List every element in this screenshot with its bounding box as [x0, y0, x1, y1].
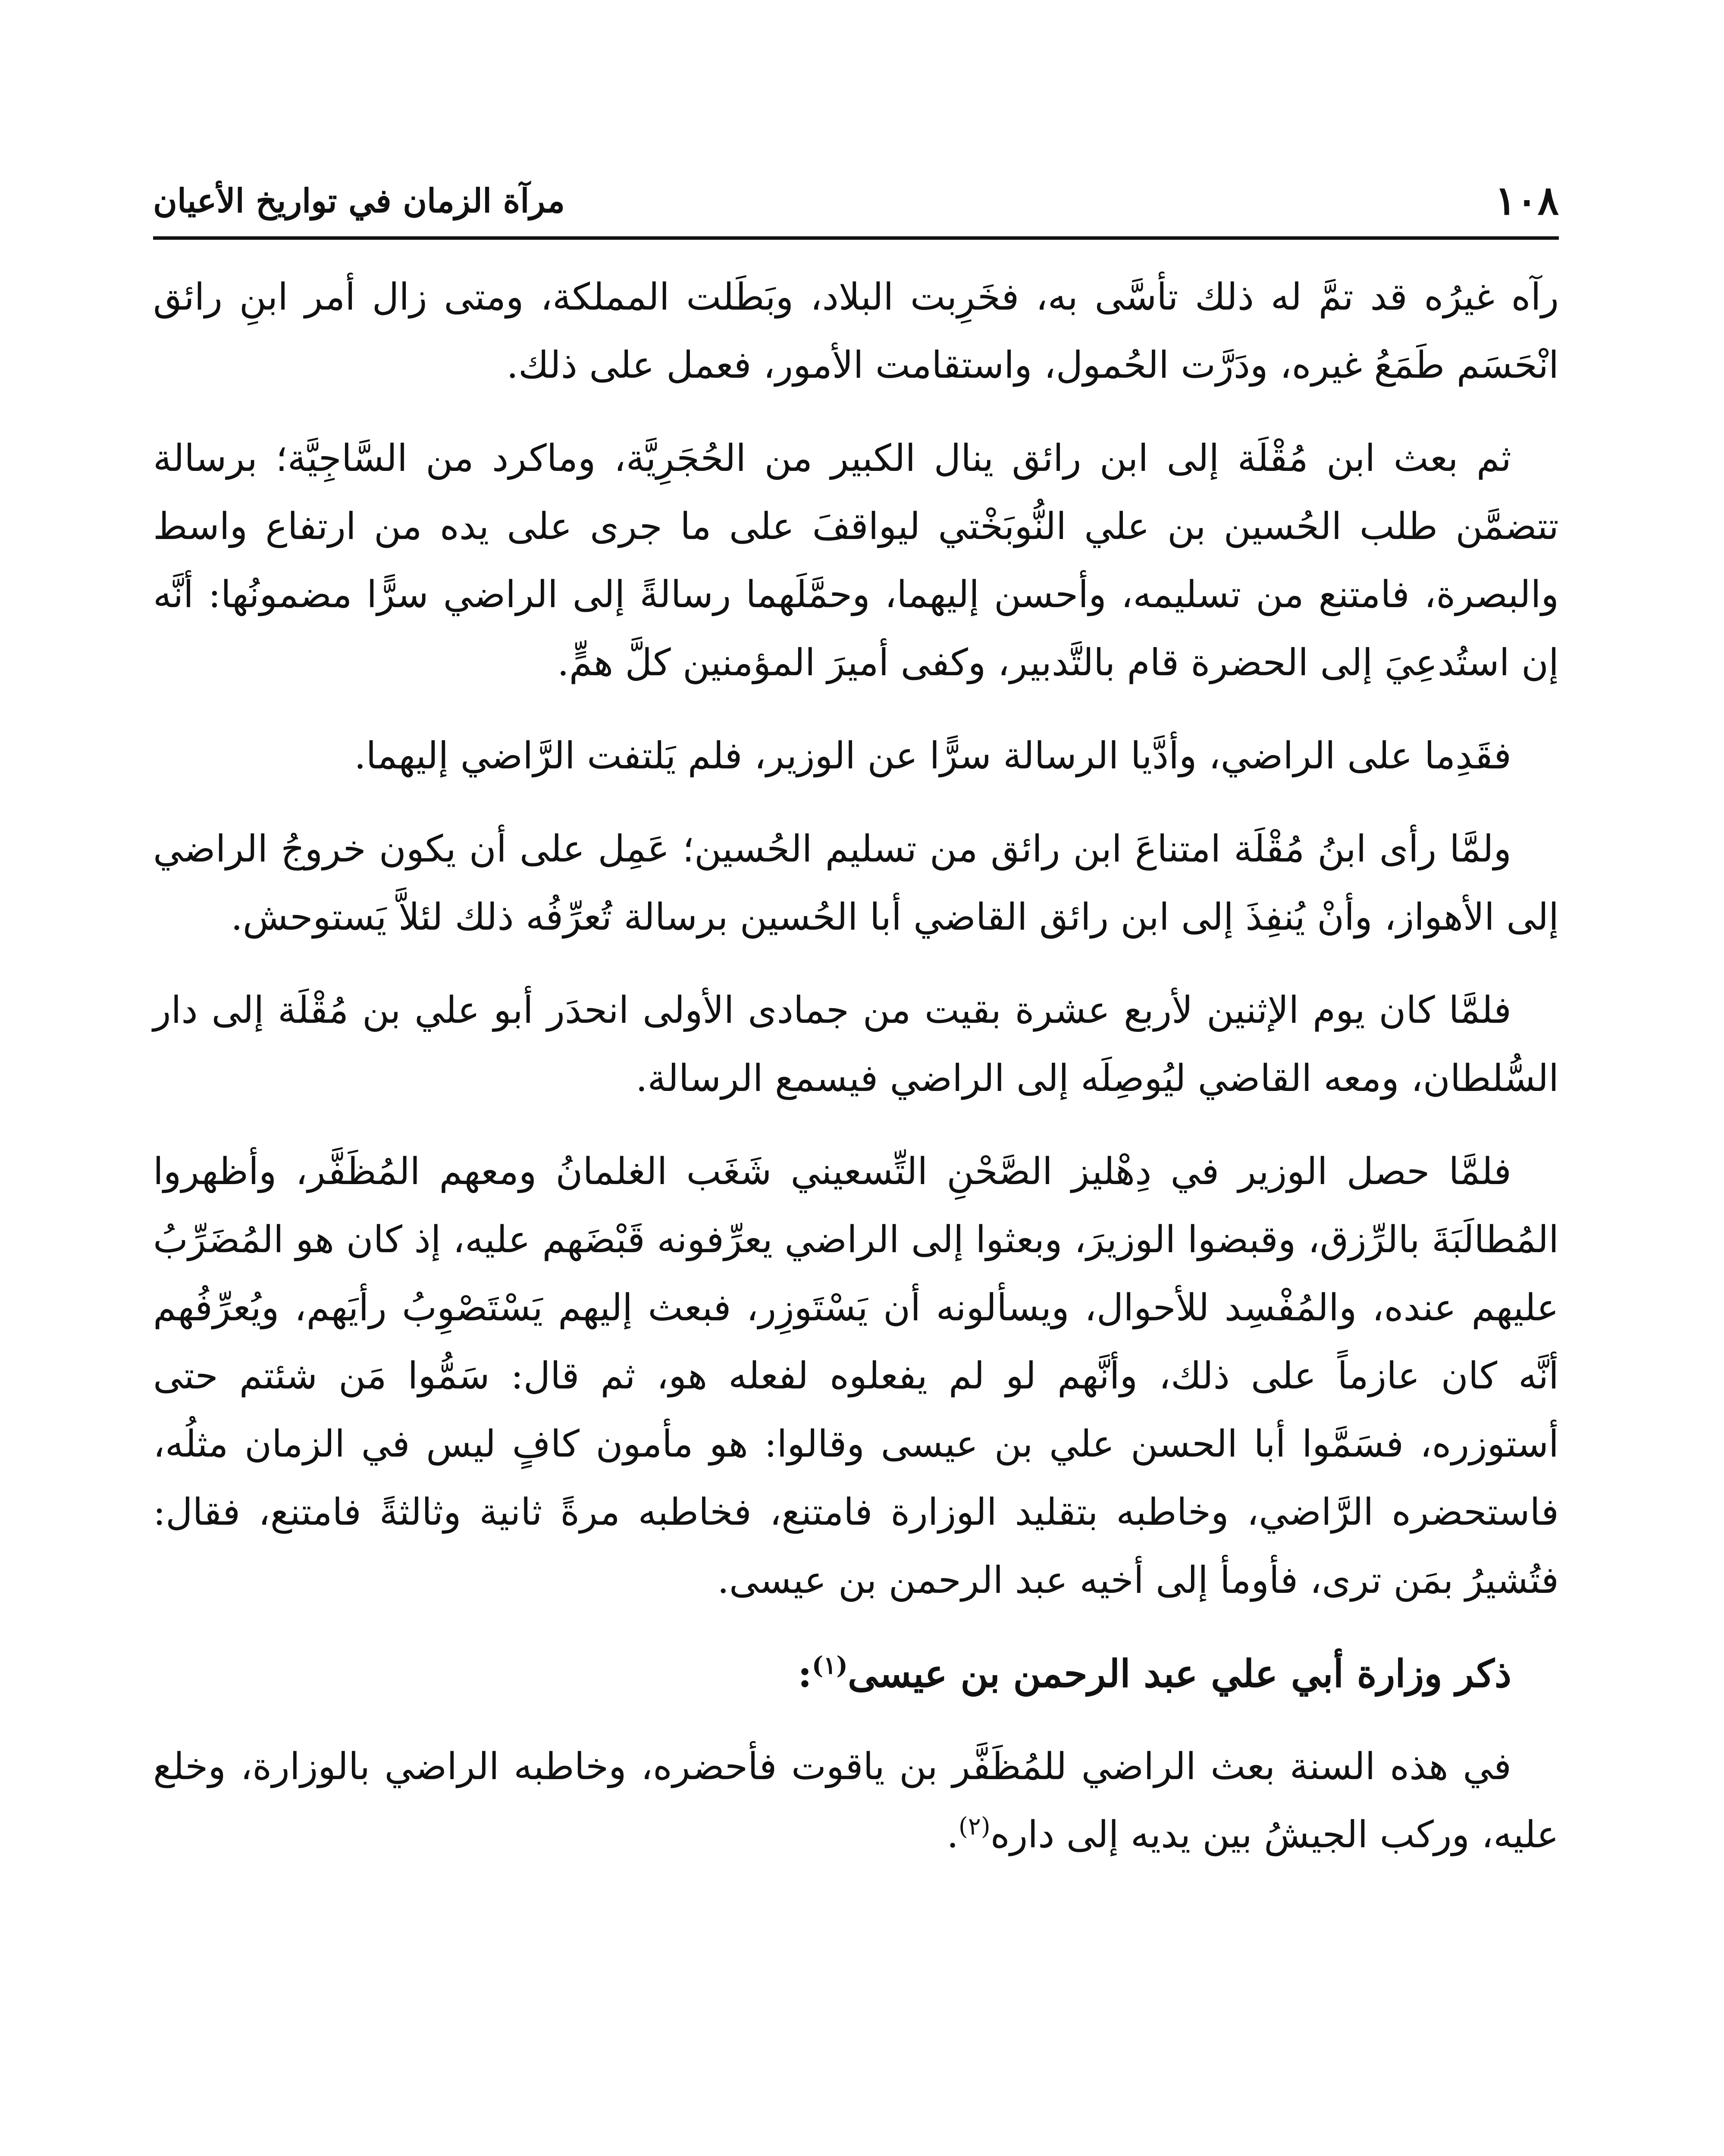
running-title: مرآة الزمان في تواريخ الأعيان	[153, 181, 565, 220]
paragraph: ثم بعث ابن مُقْلَة إلى ابن رائق ينال الكبير من الحُجَرِيَّة، وماكرد من السَّاجِيَّة؛ برسالة تتضمَّن طلب الحُسين بن علي النُّوبَخْتي ليواقفَ على ما جرى على يده من ارتفاع واسط والبصرة، فامتنع من تسليمه، وأحسن إليهما، وحمَّلَهما رسالةً إلى الراضي سرًّا مضمونُها: أنَّه إن استُدعِيَ إلى الحضرة قام بالتَّدبير، وكفى أميرَ المؤمنين كلَّ همٍّ.	[153, 437, 1559, 684]
page-header	[153, 170, 1559, 231]
footnote-marker: (٢)	[958, 1812, 991, 1841]
page-number: ١٠٨	[1495, 177, 1559, 224]
paragraph-text: في هذه السنة بعث الراضي للمُظَفَّر بن ياقوت فأحضره، وخاطبه الراضي بالوزارة، وخلع عليه، وركب الجيشُ بين يديه إلى داره	[153, 1745, 1559, 1856]
paragraph: رآه غيرُه قد تمَّ له ذلك تأسَّى به، فخَرِبت البلاد، وبَطَلت المملكة، ومتى زال أمر ابنِ رائق انْحَسَم طَمَعُ غيره، ودَرَّت الحُمول، واستقامت الأمور، فعمل على ذلك.	[153, 276, 1559, 387]
header-rule	[153, 236, 1559, 240]
paragraph: فقَدِما على الراضي، وأدَّيا الرسالة سرًّا عن الوزير، فلم يَلتفت الرَّاضي إليهما.	[354, 734, 1511, 777]
footnote-marker: (١)	[812, 1651, 848, 1680]
main-text	[153, 263, 1559, 1894]
section-heading-text: ذكر وزارة أبي علي عبد الرحمن بن عيسى	[847, 1651, 1511, 1696]
paragraph-end: .	[947, 1813, 959, 1856]
paragraph: ولمَّا رأى ابنُ مُقْلَة امتناعَ ابن رائق من تسليم الحُسين؛ عَمِل على أن يكون خروجُ الراضي إلى الأهواز، وأنْ يُنفِذَ إلى ابن رائق القاضي أبا الحُسين برسالة تُعرِّفُه ذلك لئلاَّ يَستوحش.	[153, 827, 1559, 939]
heading-colon: :	[798, 1651, 812, 1696]
section-heading	[153, 1639, 1559, 1708]
paragraph	[153, 1733, 1559, 1869]
paragraph: فلمَّا حصل الوزير في دِهْليز الصَّحْنِ التِّسعيني شَغَب الغلمانُ ومعهم المُظَفَّر، وأظهروا المُطالَبَةَ بالرِّزق، وقبضوا الوزيرَ، وبعثوا إلى الراضي يعرِّفونه قَبْضَهم عليه، إذ كان هو المُضَرِّبُ عليهم عنده، والمُفْسِد للأحوال، ويسألونه أن يَسْتَوزِر، فبعث إليهم يَسْتَصْوِبُ رأيَهم، ويُعرِّفُهم أنَّه كان عازماً على ذلك، وأنَّهم لو لم يفعلوه لفعله هو، ثم قال: سَمُّوا مَن شئتم حتى أستوزره، فسَمَّوا أبا الحسن علي بن عيسى وقالوا: هو مأمون كافٍ ليس في الزمان مثلُه، فاستحضره الرَّاضي، وخاطبه بتقليد الوزارة فامتنع، فخاطبه مرةً ثانية وثالثةً فامتنع، فقال: فتُشيرُ بمَن ترى، فأومأ إلى أخيه عبد الرحمن بن عيسى.	[153, 1150, 1559, 1602]
paragraph: فلمَّا كان يوم الإثنين لأربع عشرة بقيت من جمادى الأولى انحدَر أبو علي بن مُقْلَة إلى دار السُّلطان، ومعه القاضي ليُوصِلَه إلى الراضي فيسمع الرسالة.	[153, 989, 1559, 1100]
